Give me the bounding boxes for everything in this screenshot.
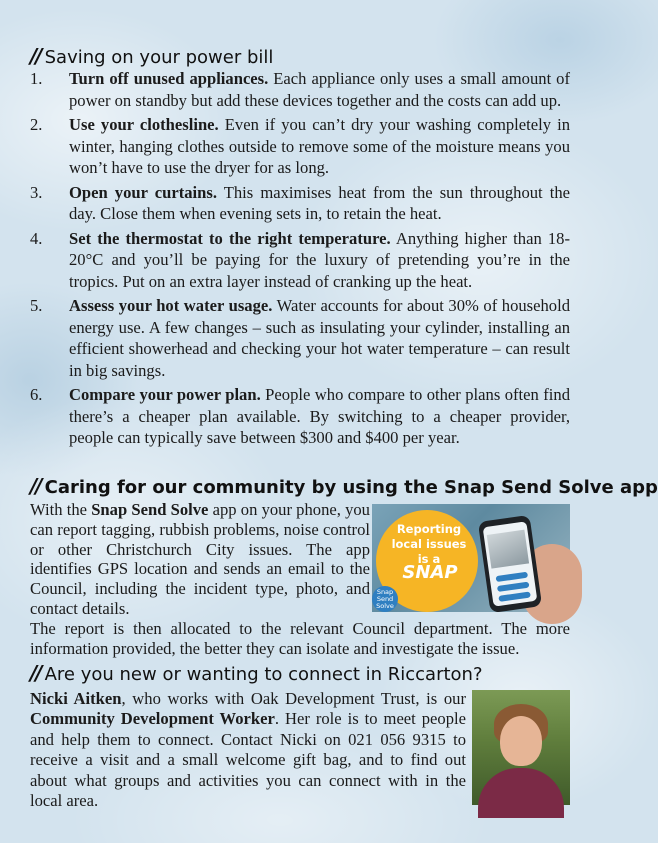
riccarton-paragraph: Nicki Aitken, who works with Oak Development Trust, is our Community Development Worker. Her role is to meet people and help them to connect. Contact Nicki on 021 056 9315 to receive a visit and a small welcome gift bag, and to find out about what groups and activities you can connect with in the local area.	[30, 689, 466, 811]
section-heading-power-bill: // Saving on your power bill	[30, 44, 274, 68]
tip-title: Assess your hot water usage.	[69, 296, 273, 315]
power-tips-list	[30, 68, 570, 452]
section-heading-snap-send-solve: // Caring for our community by using the Snap Send Solve app	[30, 474, 658, 498]
snap-badge-text: Reporting local issues is a	[391, 522, 467, 566]
snap-paragraph-full: The report is then allocated to the relevant Council department. The more information provided, the better they can isolate and investigate the issue.	[30, 619, 570, 659]
tip-title: Set the thermostat to the right temperature.	[69, 228, 391, 248]
tip-body: Anything higher than 18-20°C and you’ll be paying for the luxury of pretending you’re in the tropics. Put on an extra layer instead of cranking up the heat.	[69, 228, 570, 291]
slash-marker: //	[30, 661, 41, 685]
tip-title: Use your clothesline.	[69, 115, 219, 134]
list-item: 3. Open your curtains. This maximises heat from the sun throughout the day. Close them when evening sets in, to retain the heat.	[30, 182, 571, 223]
list-item: 2. Use your clothesline. Even if you can’t dry your washing completely in winter, hanging clothes outside to remove some of the moisture means you won’t have to use the dryer for as long.	[30, 115, 570, 177]
list-item: 5. Assess your hot water usage. Water accounts for about 30% of household energy use. A few changes – such as insulating your cylinder, installing an efficient showerhead and checking your hot water temperature – can result in big savings.	[30, 296, 570, 380]
nicki-photo	[472, 690, 570, 805]
section-heading-riccarton: // Are you new or wanting to connect in Riccarton?	[30, 661, 483, 685]
tip-body: Each appliance only uses a small amount of power on standby but add these devices together and the costs can add up.	[69, 69, 571, 110]
snap-promo-image	[372, 504, 570, 612]
list-item: 4. Set the thermostat to the right temperature. Anything higher than 18-20°C and you’ll be paying for the luxury of pretending you’re in the tropics. Put on an extra layer instead of cranking up the heat.	[30, 228, 570, 291]
tip-body: Even if you can’t dry your washing completely in winter, hanging clothes outside to remove some of the moisture means you won’t have to use the dryer for as long.	[69, 115, 570, 177]
person-name: Nicki Aitken	[30, 689, 122, 708]
list-item: 1. Turn off unused appliances. Each appliance only uses a small amount of power on standby but add these devices together and the costs can add up.	[30, 69, 571, 110]
tip-title: Compare your power plan.	[69, 385, 261, 404]
slash-marker: //	[30, 44, 41, 68]
snap-paragraph-wrapped: With the Snap Send Solve app on your phone, you can report tagging, rubbish problems, noise control or other Christchurch City issues. The app identifies GPS location and sends an email to the Council, including the incident type, photo, and contact details.	[30, 500, 370, 618]
role-title: Community Development Worker	[30, 709, 275, 729]
tip-body: People who compare to other plans often find there’s a cheaper plan available. By switching to a cheaper provider, people can typically save between $300 and $400 per year.	[69, 385, 570, 447]
tip-body: This maximises heat from the sun throughout the day. Close them when evening sets in, to retain the heat.	[69, 182, 571, 223]
list-item: 6. Compare your power plan. People who compare to other plans often find there’s a cheaper plan available. By switching to a cheaper provider, people can typically save between $300 and $400 per year.	[30, 385, 570, 447]
tip-body: Water accounts for about 30% of household energy use. A few changes – such as insulating your cylinder, installing an efficient showerhead and checking your hot water temperature – can result in big savings.	[69, 296, 570, 380]
slash-marker: //	[30, 474, 41, 498]
snap-send-solve-logo: Snap Send Solve	[372, 586, 398, 612]
tip-title: Open your curtains.	[69, 182, 217, 202]
tip-title: Turn off unused appliances.	[69, 69, 269, 88]
phone-icon	[478, 515, 542, 613]
app-name: Snap Send Solve	[91, 500, 209, 519]
snap-badge-word: SNAP	[402, 562, 458, 583]
